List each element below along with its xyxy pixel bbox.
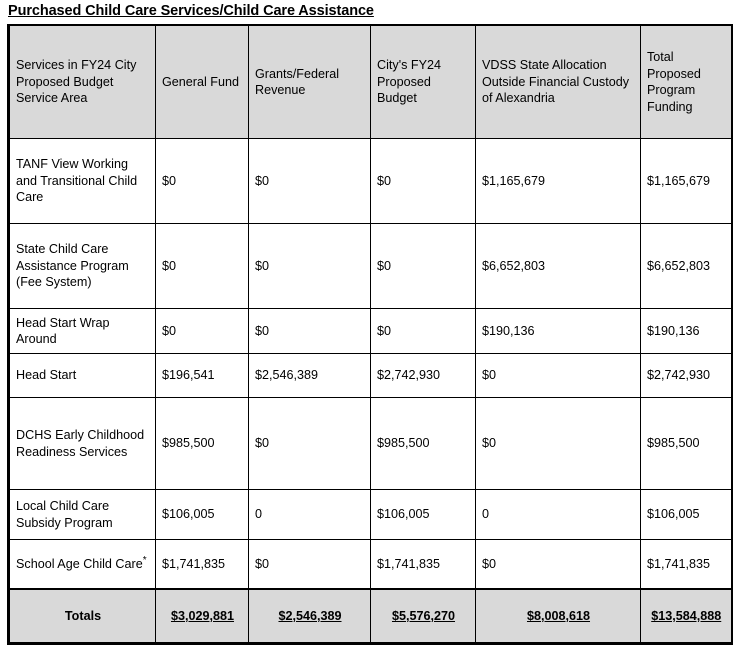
totals-vdss-allocation [476,589,641,644]
table-row [9,490,732,540]
cell-grants-federal: $0 [249,224,371,309]
cell-general-fund: $0 [156,224,249,309]
cell-general-fund: $985,500 [156,398,249,490]
cell-city-proposed: $106,005 [371,490,476,540]
table-row [9,354,732,398]
cell-grants-federal: $0 [249,540,371,590]
totals-total-funding-value: $13,584,888 [651,608,722,623]
row-label [9,540,156,590]
totals-vdss-allocation-value: $8,008,618 [526,608,591,623]
cell-total-funding: $106,005 [641,490,732,540]
totals-general-fund [156,589,249,644]
cell-vdss-allocation: $0 [476,398,641,490]
column-header-city-proposed: City's FY24 Proposed Budget [371,25,476,139]
cell-grants-federal: $0 [249,139,371,224]
row-label: TANF View Working and Transitional Child Care [9,139,156,224]
cell-general-fund: $0 [156,139,249,224]
row-label: Head Start Wrap Around [9,309,156,354]
totals-label: Totals [9,589,156,644]
table-row [9,309,732,354]
row-label: State Child Care Assistance Program (Fee System) [9,224,156,309]
cell-city-proposed: $985,500 [371,398,476,490]
row-label: DCHS Early Childhood Readiness Services [9,398,156,490]
cell-grants-federal: $2,546,389 [249,354,371,398]
cell-vdss-allocation: $0 [476,540,641,590]
row-label: Head Start [9,354,156,398]
cell-vdss-allocation: $0 [476,354,641,398]
column-header-grants-federal: Grants/Federal Revenue [249,25,371,139]
table-row [9,224,732,309]
cell-city-proposed: $1,741,835 [371,540,476,590]
totals-row [9,589,732,644]
cell-city-proposed: $0 [371,139,476,224]
purchased-child-care-table [7,24,733,645]
table-body [9,139,732,644]
page-title: Purchased Child Care Services/Child Care Assistance [8,3,374,19]
cell-total-funding: $1,165,679 [641,139,732,224]
totals-grants-federal [249,589,371,644]
cell-general-fund: $0 [156,309,249,354]
cell-vdss-allocation: $6,652,803 [476,224,641,309]
cell-grants-federal: $0 [249,309,371,354]
column-header-total-funding: Total Proposed Program Funding [641,25,732,139]
cell-general-fund: $1,741,835 [156,540,249,590]
cell-total-funding: $190,136 [641,309,732,354]
cell-grants-federal: $0 [249,398,371,490]
totals-city-proposed [371,589,476,644]
column-header-general-fund: General Fund [156,25,249,139]
cell-city-proposed: $2,742,930 [371,354,476,398]
totals-grants-federal-value: $2,546,389 [278,608,342,623]
cell-total-funding: $6,652,803 [641,224,732,309]
column-header-service-area: Services in FY24 City Proposed Budget Service Area [9,25,156,139]
cell-vdss-allocation: 0 [476,490,641,540]
totals-general-fund-value: $3,029,881 [170,608,235,623]
footnote-marker: * [142,554,147,566]
cell-vdss-allocation: $190,136 [476,309,641,354]
column-header-vdss-allocation: VDSS State Allocation Outside Financial Custody of Alexandria [476,25,641,139]
cell-total-funding: $2,742,930 [641,354,732,398]
table-row [9,398,732,490]
cell-grants-federal: 0 [249,490,371,540]
totals-total-funding [641,589,732,644]
row-label-text: School Age Child Care [16,556,143,571]
table-row [9,540,732,590]
cell-vdss-allocation: $1,165,679 [476,139,641,224]
totals-city-proposed-value: $5,576,270 [391,608,456,623]
cell-city-proposed: $0 [371,224,476,309]
table-row [9,139,732,224]
cell-total-funding: $985,500 [641,398,732,490]
cell-city-proposed: $0 [371,309,476,354]
row-label: Local Child Care Subsidy Program [9,490,156,540]
cell-general-fund: $196,541 [156,354,249,398]
table-header [9,25,732,139]
cell-total-funding: $1,741,835 [641,540,732,590]
cell-general-fund: $106,005 [156,490,249,540]
table-header-row [9,25,732,139]
